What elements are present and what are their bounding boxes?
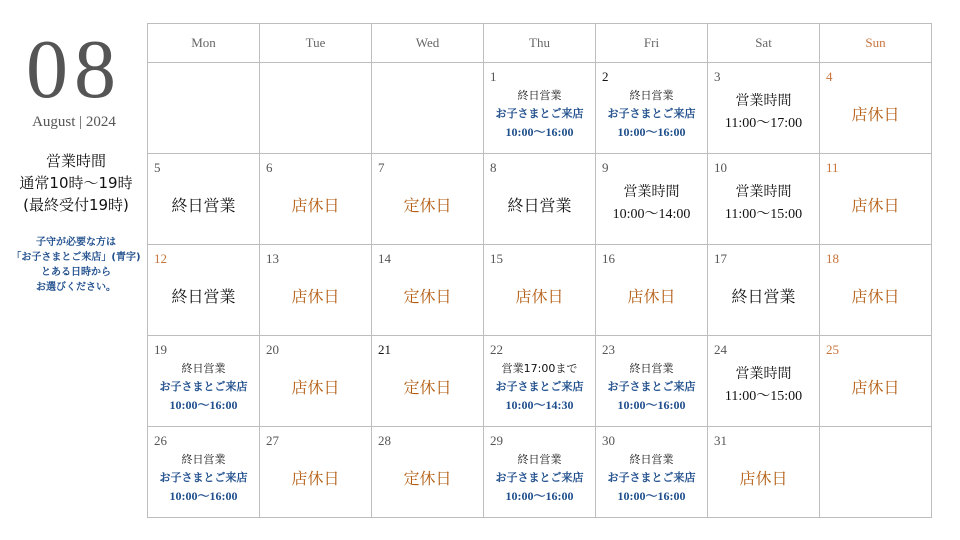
kids-time: 10:00〜16:00 <box>617 489 686 503</box>
kids-time: 10:00〜16:00 <box>169 398 238 412</box>
status-label: 終日営業 <box>629 453 674 466</box>
status-label: 終日営業 <box>629 362 674 375</box>
day-number: 17 <box>714 251 727 266</box>
day-cell-24[interactable] <box>708 336 820 427</box>
day-cell-17[interactable] <box>708 245 820 336</box>
week-row <box>148 427 932 518</box>
weekday-sun: Sun <box>820 24 932 63</box>
day-number: 2 <box>602 69 609 84</box>
day-cell-5[interactable] <box>148 154 260 245</box>
day-cell-21[interactable] <box>372 336 484 427</box>
day-content <box>596 245 707 335</box>
kids-time: 10:00〜16:00 <box>617 398 686 412</box>
hours-regular: 通常10時〜19時 <box>19 174 133 192</box>
status-closed: 定休日 <box>403 468 452 488</box>
hours-range: 10:00〜14:00 <box>612 207 691 222</box>
status-label: 終日営業 <box>629 89 674 102</box>
day-cell-19[interactable] <box>148 336 260 427</box>
status-closed: 店休日 <box>851 377 900 397</box>
kids-label: お子さまとご来店 <box>159 471 248 484</box>
hours-last-entry: (最終受付19時) <box>23 196 129 214</box>
day-number: 7 <box>378 160 385 175</box>
status-closed: 店休日 <box>515 286 564 306</box>
day-number: 15 <box>490 251 503 266</box>
day-cell-22[interactable] <box>484 336 596 427</box>
day-content <box>148 427 259 517</box>
day-content <box>484 336 595 426</box>
day-content <box>148 336 259 426</box>
weekday-wed: Wed <box>372 24 484 63</box>
empty-day-cell <box>820 427 932 518</box>
status-label: 終日営業 <box>517 453 562 466</box>
status-closed: 店休日 <box>291 468 340 488</box>
kids-label: お子さまとご来店 <box>495 380 584 393</box>
status-closed: 店休日 <box>851 286 900 306</box>
weekday-header-row <box>148 24 932 63</box>
kids-block <box>496 439 584 505</box>
day-number: 12 <box>154 251 167 266</box>
day-content <box>372 427 483 517</box>
weekday-mon: Mon <box>148 24 260 63</box>
day-cell-16[interactable] <box>596 245 708 336</box>
day-cell-2[interactable] <box>596 63 708 154</box>
calendar-grid <box>147 23 932 518</box>
hours-block <box>725 357 802 405</box>
week-row <box>148 63 932 154</box>
day-number: 24 <box>714 342 727 357</box>
status-closed: 店休日 <box>291 195 340 215</box>
hours-range: 11:00〜15:00 <box>724 207 803 222</box>
day-number: 29 <box>490 433 503 448</box>
hours-range: 11:00〜17:00 <box>724 116 803 131</box>
day-number: 26 <box>154 433 167 448</box>
hours-block <box>613 175 691 223</box>
day-cell-4[interactable] <box>820 63 932 154</box>
day-content <box>484 427 595 517</box>
week-row <box>148 154 932 245</box>
weekday-sat: Sat <box>708 24 820 63</box>
day-number: 4 <box>826 69 833 84</box>
status-open-all-day: 終日営業 <box>731 286 796 306</box>
day-number: 10 <box>714 160 727 175</box>
day-number: 9 <box>602 160 609 175</box>
status-closed: 定休日 <box>403 377 452 397</box>
status-open-all-day: 終日営業 <box>171 195 236 215</box>
status-label: 営業17:00まで <box>501 362 578 375</box>
day-number: 27 <box>266 433 279 448</box>
day-content <box>708 154 819 244</box>
day-content <box>596 154 707 244</box>
day-number: 23 <box>602 342 615 357</box>
kids-label: お子さまとご来店 <box>607 471 696 484</box>
day-content <box>708 336 819 426</box>
day-number: 5 <box>154 160 161 175</box>
day-cell-20[interactable] <box>260 336 372 427</box>
hours-range: 11:00〜15:00 <box>724 389 803 404</box>
status-closed: 店休日 <box>291 377 340 397</box>
day-content <box>708 427 819 517</box>
empty-day-cell <box>372 63 484 154</box>
day-number: 6 <box>266 160 273 175</box>
day-number: 28 <box>378 433 391 448</box>
day-content <box>260 245 371 335</box>
day-content <box>820 245 931 335</box>
childcare-note <box>0 235 152 295</box>
day-number: 16 <box>602 251 615 266</box>
day-number: 11 <box>826 160 839 175</box>
hours-label: 営業時間 <box>623 184 680 200</box>
status-closed: 定休日 <box>403 195 452 215</box>
hours-block <box>725 84 802 132</box>
day-content <box>372 245 483 335</box>
note-line: お選びください。 <box>36 282 116 293</box>
kids-label: お子さまとご来店 <box>159 380 248 393</box>
day-cell-3[interactable] <box>708 63 820 154</box>
status-closed: 店休日 <box>291 286 340 306</box>
kids-label: お子さまとご来店 <box>607 380 696 393</box>
month-label: August | 2024 <box>32 114 116 130</box>
day-content <box>260 427 371 517</box>
day-content <box>820 63 931 153</box>
day-content <box>820 154 931 244</box>
kids-block <box>496 348 584 414</box>
day-cell-28[interactable] <box>372 427 484 518</box>
hours-label: 営業時間 <box>735 366 792 382</box>
hours-label: 営業時間 <box>735 184 792 200</box>
day-cell-26[interactable] <box>148 427 260 518</box>
hours-title: 営業時間 <box>45 152 106 170</box>
status-label: 終日営業 <box>517 89 562 102</box>
kids-time: 10:00〜16:00 <box>617 125 686 139</box>
day-cell-31[interactable] <box>708 427 820 518</box>
day-content <box>596 63 707 153</box>
day-content <box>372 63 483 153</box>
weekday-thu: Thu <box>484 24 596 63</box>
weekday-tue: Tue <box>260 24 372 63</box>
day-content <box>484 63 595 153</box>
kids-time: 10:00〜14:30 <box>505 398 574 412</box>
day-cell-29[interactable] <box>484 427 596 518</box>
day-number: 13 <box>266 251 279 266</box>
day-cell-15[interactable] <box>484 245 596 336</box>
kids-time: 10:00〜16:00 <box>505 489 574 503</box>
day-content <box>484 245 595 335</box>
status-closed: 店休日 <box>739 468 788 488</box>
kids-time: 10:00〜16:00 <box>169 489 238 503</box>
note-line: とある日時から <box>41 267 111 278</box>
day-cell-6[interactable] <box>260 154 372 245</box>
status-closed: 店休日 <box>851 195 900 215</box>
empty-day-cell <box>260 63 372 154</box>
kids-block <box>608 439 696 505</box>
kids-label: お子さまとご来店 <box>495 471 584 484</box>
day-content <box>148 245 259 335</box>
status-closed: 店休日 <box>851 104 900 124</box>
day-number: 14 <box>378 251 391 266</box>
kids-time: 10:00〜16:00 <box>505 125 574 139</box>
status-closed: 店休日 <box>627 286 676 306</box>
status-open-all-day: 終日営業 <box>507 195 572 215</box>
kids-block <box>608 348 696 414</box>
day-cell-14[interactable] <box>372 245 484 336</box>
calendar-body <box>148 63 932 518</box>
weekday-fri: Fri <box>596 24 708 63</box>
empty-day-cell <box>148 63 260 154</box>
day-content <box>484 154 595 244</box>
day-cell-1[interactable] <box>484 63 596 154</box>
day-number: 3 <box>714 69 721 84</box>
kids-label: お子さまとご来店 <box>607 107 696 120</box>
day-cell-27[interactable] <box>260 427 372 518</box>
status-label: 終日営業 <box>181 362 226 375</box>
day-cell-25[interactable] <box>820 336 932 427</box>
business-hours-info <box>0 150 152 216</box>
day-number: 8 <box>490 160 497 175</box>
hours-label: 営業時間 <box>735 93 792 109</box>
status-open-all-day: 終日営業 <box>171 286 236 306</box>
month-number: 08 <box>26 23 122 116</box>
day-content <box>820 336 931 426</box>
week-row <box>148 245 932 336</box>
day-number: 21 <box>378 342 391 357</box>
kids-label: お子さまとご来店 <box>495 107 584 120</box>
kids-block <box>160 348 248 414</box>
day-number: 30 <box>602 433 615 448</box>
day-content <box>372 154 483 244</box>
day-cell-30[interactable] <box>596 427 708 518</box>
status-label: 終日営業 <box>181 453 226 466</box>
day-cell-12[interactable] <box>148 245 260 336</box>
day-number: 19 <box>154 342 167 357</box>
day-cell-13[interactable] <box>260 245 372 336</box>
day-content <box>596 336 707 426</box>
day-number: 18 <box>826 251 839 266</box>
day-number: 20 <box>266 342 279 357</box>
day-content <box>148 154 259 244</box>
day-content <box>820 427 931 517</box>
day-cell-18[interactable] <box>820 245 932 336</box>
day-number: 1 <box>490 69 497 84</box>
hours-block <box>725 175 802 223</box>
day-cell-7[interactable] <box>372 154 484 245</box>
day-cell-9[interactable] <box>596 154 708 245</box>
week-row <box>148 336 932 427</box>
kids-block <box>608 75 696 141</box>
day-cell-11[interactable] <box>820 154 932 245</box>
day-content <box>708 245 819 335</box>
kids-block <box>496 75 584 141</box>
day-number: 31 <box>714 433 727 448</box>
day-content <box>596 427 707 517</box>
day-content <box>708 63 819 153</box>
sidebar <box>0 0 148 540</box>
kids-block <box>160 439 248 505</box>
day-number: 25 <box>826 342 839 357</box>
day-content <box>148 63 259 153</box>
day-number: 22 <box>490 342 503 357</box>
note-line: 子守が必要な方は <box>36 237 116 248</box>
day-content <box>260 154 371 244</box>
day-cell-10[interactable] <box>708 154 820 245</box>
day-content <box>260 63 371 153</box>
status-closed: 定休日 <box>403 286 452 306</box>
day-content <box>372 336 483 426</box>
day-content <box>260 336 371 426</box>
day-cell-8[interactable] <box>484 154 596 245</box>
day-cell-23[interactable] <box>596 336 708 427</box>
note-line: 「お子さまとご来店」(青字) <box>11 252 141 263</box>
